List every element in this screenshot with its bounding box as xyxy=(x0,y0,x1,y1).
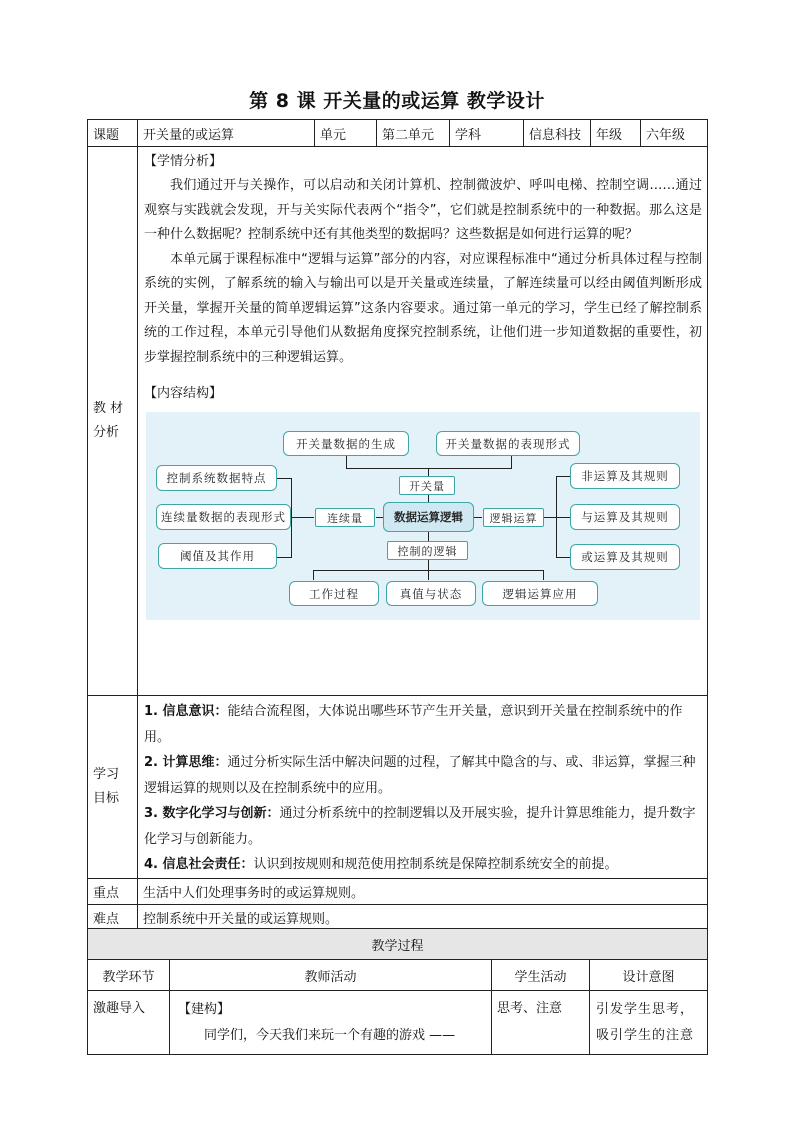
topic-value: 开关量的或运算 xyxy=(138,120,315,147)
subject-label: 学科 xyxy=(450,120,524,147)
diagram-switch-label: 开关量 xyxy=(399,476,455,495)
goal-2: 2. 计算思维：通过分析实际生活中解决问题的过程，了解其中隐含的与、或、非运算，掌握三种逻辑运算的规则以及在控制系统中的应用。 xyxy=(144,755,696,796)
subject-value: 信息科技 xyxy=(524,120,591,147)
diagram-left-1: 控制系统数据特点 xyxy=(156,465,277,491)
key-point-value: 生活中人们处理事务时的或运算规则。 xyxy=(138,878,708,904)
diagram-logic-op-label: 逻辑运算 xyxy=(483,508,544,527)
analysis-label-line1: 教 材 xyxy=(93,401,124,416)
diagram-right-1: 非运算及其规则 xyxy=(570,463,680,489)
row1-intent: 引发学生思考，吸引学生的注意 xyxy=(590,991,708,1055)
row1-text: 同学们，今天我们来玩一个有趣的游戏 —— xyxy=(204,1028,456,1043)
col-stage: 教学环节 xyxy=(88,960,170,991)
unit-value: 第二单元 xyxy=(377,120,450,147)
learner-analysis-text: 我们通过开与关操作，可以启动和关闭计算机、控制微波炉、呼叫电梯、控制空调……通过观察与实践就会发现，开与关实际代表两个“指令”，它们就是控制系统中的一种数据。那么这是一种什么数据呢？控制系统中还有其他类型的数据吗？这些数据是如何进行运算的呢？ xyxy=(144,178,702,242)
diagram-top-left: 开关量数据的生成 xyxy=(283,431,409,456)
row1-teacher xyxy=(170,991,492,1055)
unit-label: 单元 xyxy=(315,120,377,147)
goal-4: 4. 信息社会责任：认识到按规则和规范使用控制系统是保障控制系统安全的前提。 xyxy=(144,857,618,872)
key-point-label: 重点 xyxy=(88,878,138,904)
diagram-center: 数据运算逻辑 xyxy=(383,502,474,532)
col-student: 学生活动 xyxy=(492,960,590,991)
grade-label: 年级 xyxy=(591,120,641,147)
row1-heading: 【建构】 xyxy=(178,1002,231,1017)
diagram-right-3: 或运算及其规则 xyxy=(570,544,680,570)
col-intent: 设计意图 xyxy=(590,960,708,991)
analysis-label xyxy=(88,147,138,696)
diagram-top-right: 开关量数据的表现形式 xyxy=(436,431,580,456)
diagram-control-logic-label: 控制的逻辑 xyxy=(387,541,468,560)
goal-3: 3. 数字化学习与创新：通过分析系统中的控制逻辑以及开展实验，提升计算思维能力，提升数字化学习与创新能力。 xyxy=(144,806,696,847)
lesson-info-table xyxy=(87,119,708,931)
analysis-label-line2: 分析 xyxy=(93,425,120,440)
row1-stage: 激趣导入 xyxy=(88,991,170,1055)
diagram-bottom-3: 逻辑运算应用 xyxy=(482,581,598,606)
section-heading-learner: 【学情分析】 xyxy=(144,154,223,169)
diagram-bottom-1: 工作过程 xyxy=(289,581,379,606)
diagram-left-2: 连续量数据的表现形式 xyxy=(156,504,291,530)
difficulty-value: 控制系统中开关量的或运算规则。 xyxy=(138,904,708,930)
diagram-right-2: 与运算及其规则 xyxy=(570,504,680,530)
topic-label: 课题 xyxy=(88,120,138,147)
teaching-process-table xyxy=(87,928,708,1055)
goals-content xyxy=(138,696,708,879)
section-heading-structure: 【内容结构】 xyxy=(144,386,223,401)
diagram-continuous-label: 连续量 xyxy=(315,508,375,527)
analysis-content xyxy=(138,147,708,696)
process-header: 教学过程 xyxy=(88,929,708,960)
col-teacher: 教师活动 xyxy=(170,960,492,991)
diagram-left-3: 阈值及其作用 xyxy=(158,543,277,569)
page-title: 第 8 课 开关量的或运算 教学设计 xyxy=(249,90,545,112)
goals-label xyxy=(88,696,138,879)
content-structure-diagram xyxy=(146,412,700,620)
diagram-bottom-2: 真值与状态 xyxy=(386,581,476,606)
difficulty-label: 难点 xyxy=(88,904,138,930)
grade-value: 六年级 xyxy=(641,120,708,147)
curriculum-text: 本单元属于课程标准中“逻辑与运算”部分的内容，对应课程标准中“通过分析具体过程与控制系统的实例，了解系统的输入与输出可以是开关量或连续量，了解连续量可以经由阈值判断形成开关量，掌握开关量的简单逻辑运算”这条内容要求。通过第一单元的学习，学生已经了解控制系统的工作过程，本单元引导他们从数据角度探究控制系统，让他们进一步知道数据的重要性，初步掌握控制系统中的三种逻辑运算。 xyxy=(144,251,702,365)
goals-label-line1: 学习 xyxy=(93,766,120,782)
goals-label-line2: 目标 xyxy=(93,790,120,806)
goal-1: 1. 信息意识：能结合流程图，大体说出哪些环节产生开关量，意识到开关量在控制系统中的作用。 xyxy=(144,704,683,745)
row1-student: 思考、注意 xyxy=(492,991,590,1055)
